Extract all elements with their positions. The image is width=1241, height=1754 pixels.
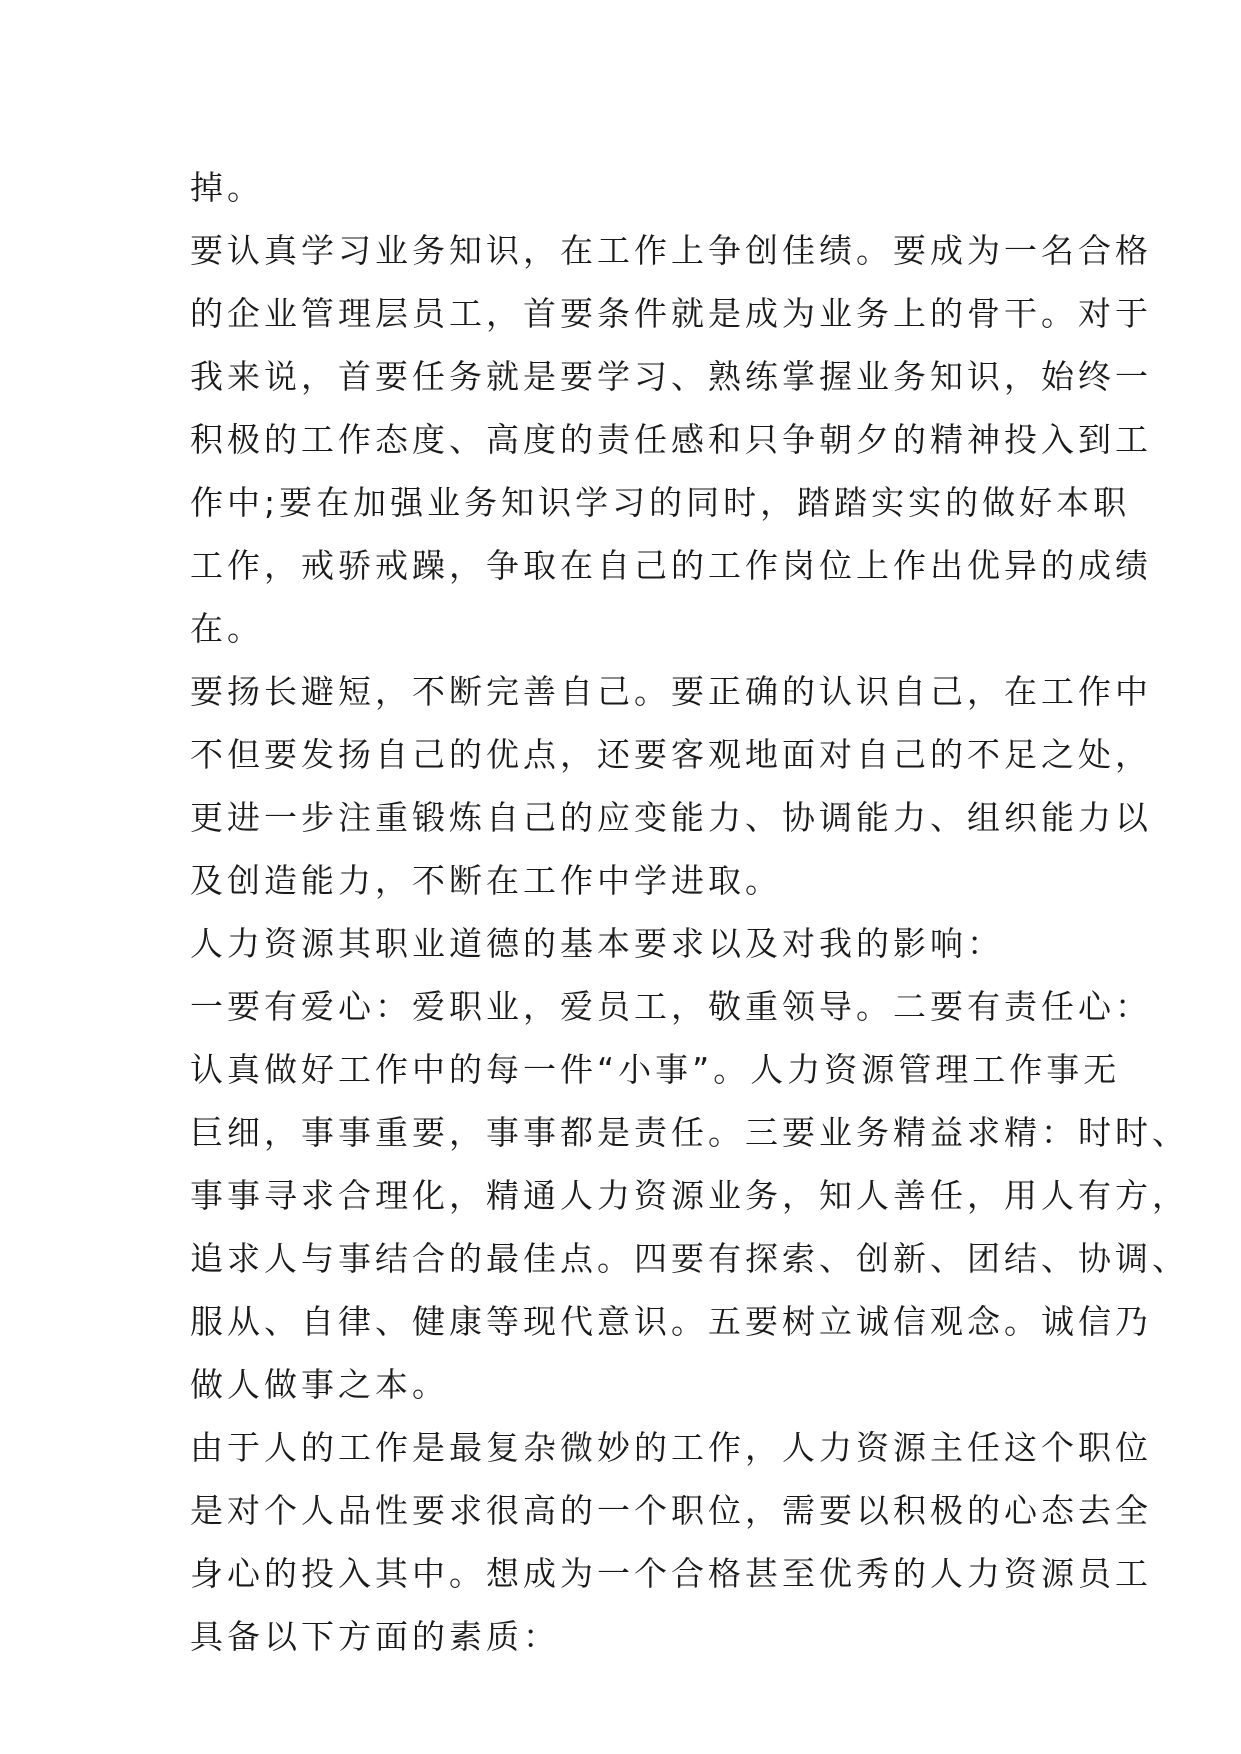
text-line: 是对个人品性要求很高的一个职位，需要以积极的心态去全 — [190, 1491, 1152, 1530]
text-line: 服从、自律、健康等现代意识。五要树立诚信观念。诚信乃 — [190, 1302, 1152, 1341]
text-line: 巨细，事事重要，事事都是责任。三要业务精益求精：时时、 — [190, 1113, 1189, 1152]
text-line: 认真做好工作中的每一件“小事”。人力资源管理工作事无 — [190, 1050, 1121, 1089]
text-line: 工作，戒骄戒躁，争取在自己的工作岗位上作出优异的成绩 — [190, 546, 1152, 585]
text-line: 积极的工作态度、高度的责任感和只争朝夕的精神投入到工 — [190, 420, 1152, 459]
text-line: 我来说，首要任务就是要学习、熟练掌握业务知识，始终一 — [190, 357, 1152, 396]
text-line: 在。 — [190, 609, 264, 648]
text-line: 人力资源其职业道德的基本要求以及对我的影响： — [190, 924, 1004, 963]
text-line: 不但要发扬自己的优点，还要客观地面对自己的不足之处， — [190, 735, 1152, 774]
text-line: 的企业管理层员工，首要条件就是成为业务上的骨干。对于 — [190, 294, 1152, 333]
text-line: 由于人的工作是最复杂微妙的工作，人力资源主任这个职位 — [190, 1428, 1152, 1467]
text-line: 要认真学习业务知识，在工作上争创佳绩。要成为一名合格 — [190, 231, 1152, 270]
text-line: 追求人与事结合的最佳点。四要有探索、创新、团结、协调、 — [190, 1239, 1189, 1278]
body-text — [190, 156, 1189, 1668]
text-line: 具备以下方面的素质： — [190, 1617, 560, 1656]
text-line: 及创造能力，不断在工作中学进取。 — [190, 861, 782, 900]
text-line: 掉。 — [190, 168, 264, 207]
text-line: 做人做事之本。 — [190, 1365, 449, 1404]
text-line: 事事寻求合理化，精通人力资源业务，知人善任，用人有方， — [190, 1176, 1189, 1215]
text-line: 身心的投入其中。想成为一个合格甚至优秀的人力资源员工 — [190, 1554, 1152, 1593]
text-line: 要扬长避短，不断完善自己。要正确的认识自己，在工作中 — [190, 672, 1152, 711]
text-line: 一要有爱心：爱职业，爱员工，敬重领导。二要有责任心： — [190, 987, 1152, 1026]
text-line: 作中;要在加强业务知识学习的同时，踏踏实实的做好本职 — [190, 483, 1131, 522]
text-line: 更进一步注重锻炼自己的应变能力、协调能力、组织能力以 — [190, 798, 1152, 837]
